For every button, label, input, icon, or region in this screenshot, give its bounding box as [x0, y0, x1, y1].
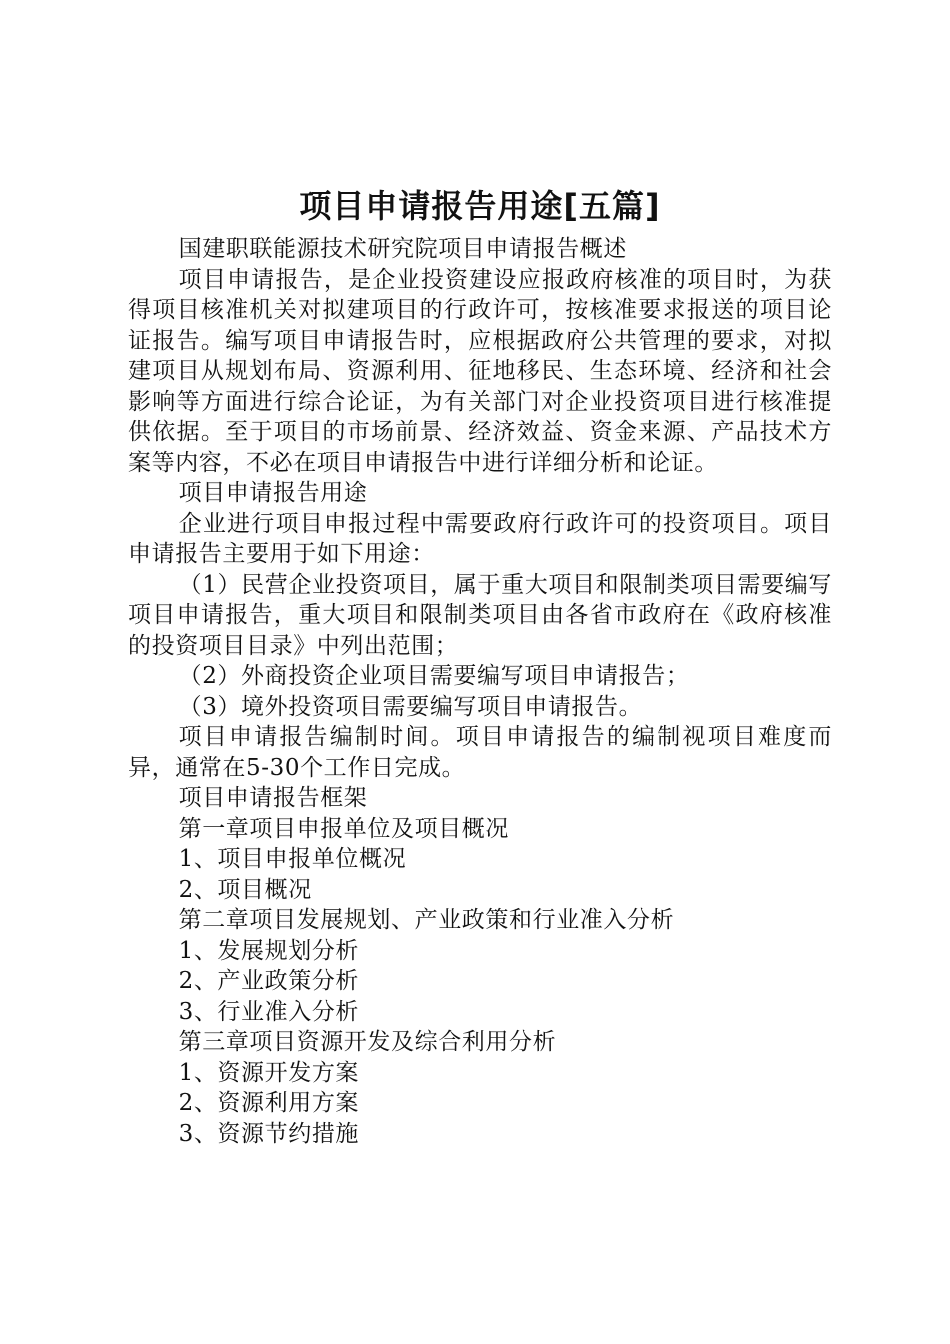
chapter-3-item-3: 3、资源节约措施 [178, 1120, 360, 1147]
chapter-1-item-1: 1、项目申报单位概况 [178, 846, 407, 872]
chapter-2-item-3: 3、行业准入分析 [178, 998, 360, 1025]
paragraph-usage-item-2: （2）外商投资企业项目需要编写项目申请报告； [178, 663, 690, 689]
chapter-2-item-1: 1、发展规划分析 [178, 937, 360, 964]
paragraph-prep-time: 项目申请报告编制时间。项目申请报告的编制视项目难度而异，通常在5-30个工作日完成。 [128, 724, 832, 781]
document-title: 项目申请报告用途[五篇] [299, 187, 661, 225]
chapter-3-item-1: 1、资源开发方案 [178, 1059, 360, 1086]
chapter-3-heading: 第三章项目资源开发及综合利用分析 [178, 1029, 557, 1055]
chapter-1-heading: 第一章项目申报单位及项目概况 [178, 815, 509, 842]
paragraph-usage-heading: 项目申请报告用途 [178, 480, 368, 506]
chapter-2-heading: 第二章项目发展规划、产业政策和行业准入分析 [178, 907, 675, 933]
chapter-1-item-2: 2、项目概况 [178, 876, 312, 903]
paragraph-framework-heading: 项目申请报告框架 [178, 785, 368, 811]
chapter-3-item-2: 2、资源利用方案 [178, 1090, 360, 1116]
document-body [128, 234, 832, 1149]
paragraph-usage-intro: 企业进行项目申报过程中需要政府行政许可的投资项目。项目申请报告主要用于如下用途： [128, 510, 832, 567]
chapter-2-item-2: 2、产业政策分析 [178, 968, 360, 994]
paragraph-overview-heading: 国建职联能源技术研究院项目申请报告概述 [178, 236, 627, 262]
paragraph-usage-item-3: （3）境外投资项目需要编写项目申请报告。 [178, 693, 643, 720]
paragraph-usage-item-1: （1）民营企业投资项目，属于重大项目和限制类项目需要编写项目申请报告，重大项目和限制类项目由各省市政府在《政府核准的投资项目目录》中列出范围； [128, 571, 832, 659]
paragraph-definition: 项目申请报告，是企业投资建设应报政府核准的项目时，为获得项目核准机关对拟建项目的行政许可，按核准要求报送的项目论证报告。编写项目申请报告时，应根据政府公共管理的要求，对拟建项目从规划布局、资源利用、征地移民、生态环境、经济和社会影响等方面进行综合论证，为有关部门对企业投资项目进行核准提供依据。至于项目的市场前景、经济效益、资金来源、产品技术方案等内容，不必在项目申请报告中进行详细分析和论证。 [128, 266, 832, 476]
document-page [128, 182, 832, 1149]
